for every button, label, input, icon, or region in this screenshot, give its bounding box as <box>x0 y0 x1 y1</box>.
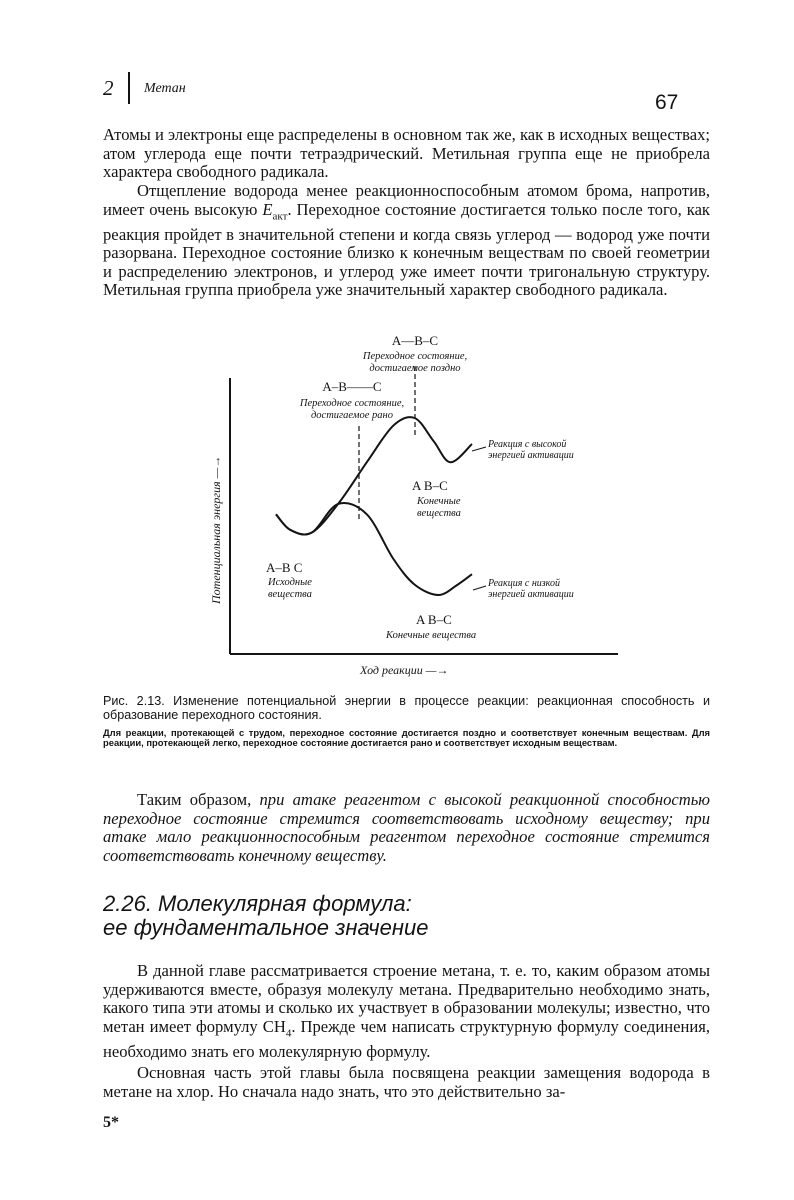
activation-energy-symbol: E <box>262 199 273 219</box>
high-curve-label-line2: энергией активации <box>488 450 574 461</box>
end-high-formula: A B–C <box>412 478 448 493</box>
end-high-label-line1: Конечные <box>417 496 461 507</box>
paragraph-3 <box>103 791 710 865</box>
end-low-formula: A B–C <box>416 612 452 627</box>
early-ts-formula: A–B——C <box>322 379 382 394</box>
paragraph-3-lead: Таким образом, <box>137 790 260 809</box>
low-curve-pointer <box>473 586 486 590</box>
chapter-title: Метан <box>144 81 186 96</box>
start-formula: A–B C <box>266 560 303 575</box>
late-ts-label-line2: достигаемое поздно <box>369 363 461 374</box>
methane-formula-subscript: 4 <box>285 1027 292 1040</box>
end-high-label-line2: вещества <box>417 508 461 519</box>
paragraph-5: Основная часть этой главы была посвящена реакции замещения водорода в метане на хлор. Но сначала надо знать, что это действительно за- <box>103 1063 710 1101</box>
figure-caption-note: Для реакции, протекающей с трудом, переходное состояние достигается поздно и соответствует конечным веществам. Для реакции, протекающей легко, переходное состояние достигается рано и соответствует исходным веществам. <box>103 727 710 749</box>
high-curve-label-line1: Реакция с высокой <box>488 439 567 450</box>
end-low-label: Конечные вещества <box>386 630 477 641</box>
paragraph-1: Атомы и электроны еще распределены в основном так же, как в исходных веществах; атом углерода еще почти тетраэдрический. Метильная группа еще не приобрела характера свободного радикала. <box>103 125 710 182</box>
paragraph-2 <box>103 182 710 300</box>
y-axis-label: Потенциальная энергия —→ <box>209 455 223 604</box>
early-ts-label-line1: Переходное состояние, <box>299 398 405 409</box>
section-heading-line2: ее фундаментальное значение <box>103 915 429 940</box>
low-curve-label-line1: Реакция с низкой <box>488 578 560 589</box>
late-ts-label-line1: Переходное состояние, <box>362 351 468 362</box>
chapter-number: 2 <box>103 76 114 100</box>
low-curve-label-line2: энергией активации <box>488 589 574 600</box>
section-heading <box>103 892 710 940</box>
page-number: 67 <box>655 91 679 114</box>
start-label-line1: Исходные <box>268 577 312 588</box>
paragraph-4-text: В данной главе рассматривается строение метана, т. е. то, каким образом атомы удерживаются вместе, образуя молекулу метана. Предварительно необходимо знать, какого типа эти атомы и сколько их участвует в образовании молекулы; известно, что метан имеет формулу <box>103 961 710 1036</box>
methane-formula: CH <box>262 1016 286 1036</box>
start-label-line2: вещества <box>268 589 312 600</box>
header-divider <box>128 72 130 104</box>
high-curve-pointer <box>472 447 486 451</box>
signature-mark: 5* <box>103 1114 119 1131</box>
section-heading-line1: 2.26. Молекулярная формула: <box>103 891 412 916</box>
paragraph-4 <box>103 962 710 1061</box>
paragraph-2-end: . Переходное состояние достигается только после того, как реакция пройдет в значительной степени и когда связь углерод — водород уже почти разорвана. Переходное состояние близко к конечным веществам по своей геометрии и распределению электронов, и углерод уже имеет почти тригональную структуру. Метильная группа приобрела уже значительный характер свободного радикала. <box>103 199 710 300</box>
x-axis-label: Ход реакции —→ <box>360 663 449 677</box>
late-ts-formula: A—B–C <box>391 333 439 348</box>
paragraph-2-start: Отщепление водорода менее реакционноспособным атомом брома, напротив, имеет очень высокую <box>103 181 710 219</box>
early-ts-label-line2: достигаемое рано <box>311 410 393 421</box>
activation-energy-subscript: акт <box>272 209 288 222</box>
energy-diagram <box>180 320 620 690</box>
paragraph-3-rule: при атаке реагентом с высокой реакционной способностью переходное состояние стремится соответствовать исходному веществу; при атаке мало реакционноспособным реагентом переходное состояние стремится соответствовать конечному веществу. <box>103 790 710 865</box>
paragraph-4-end: . Прежде чем написать структурную формулу соединения, необходимо знать его молекулярную формулу. <box>103 1016 710 1061</box>
figure-caption: Рис. 2.13. Изменение потенциальной энергии в процессе реакции: реакционная способность и образование переходного состояния. <box>103 694 710 723</box>
